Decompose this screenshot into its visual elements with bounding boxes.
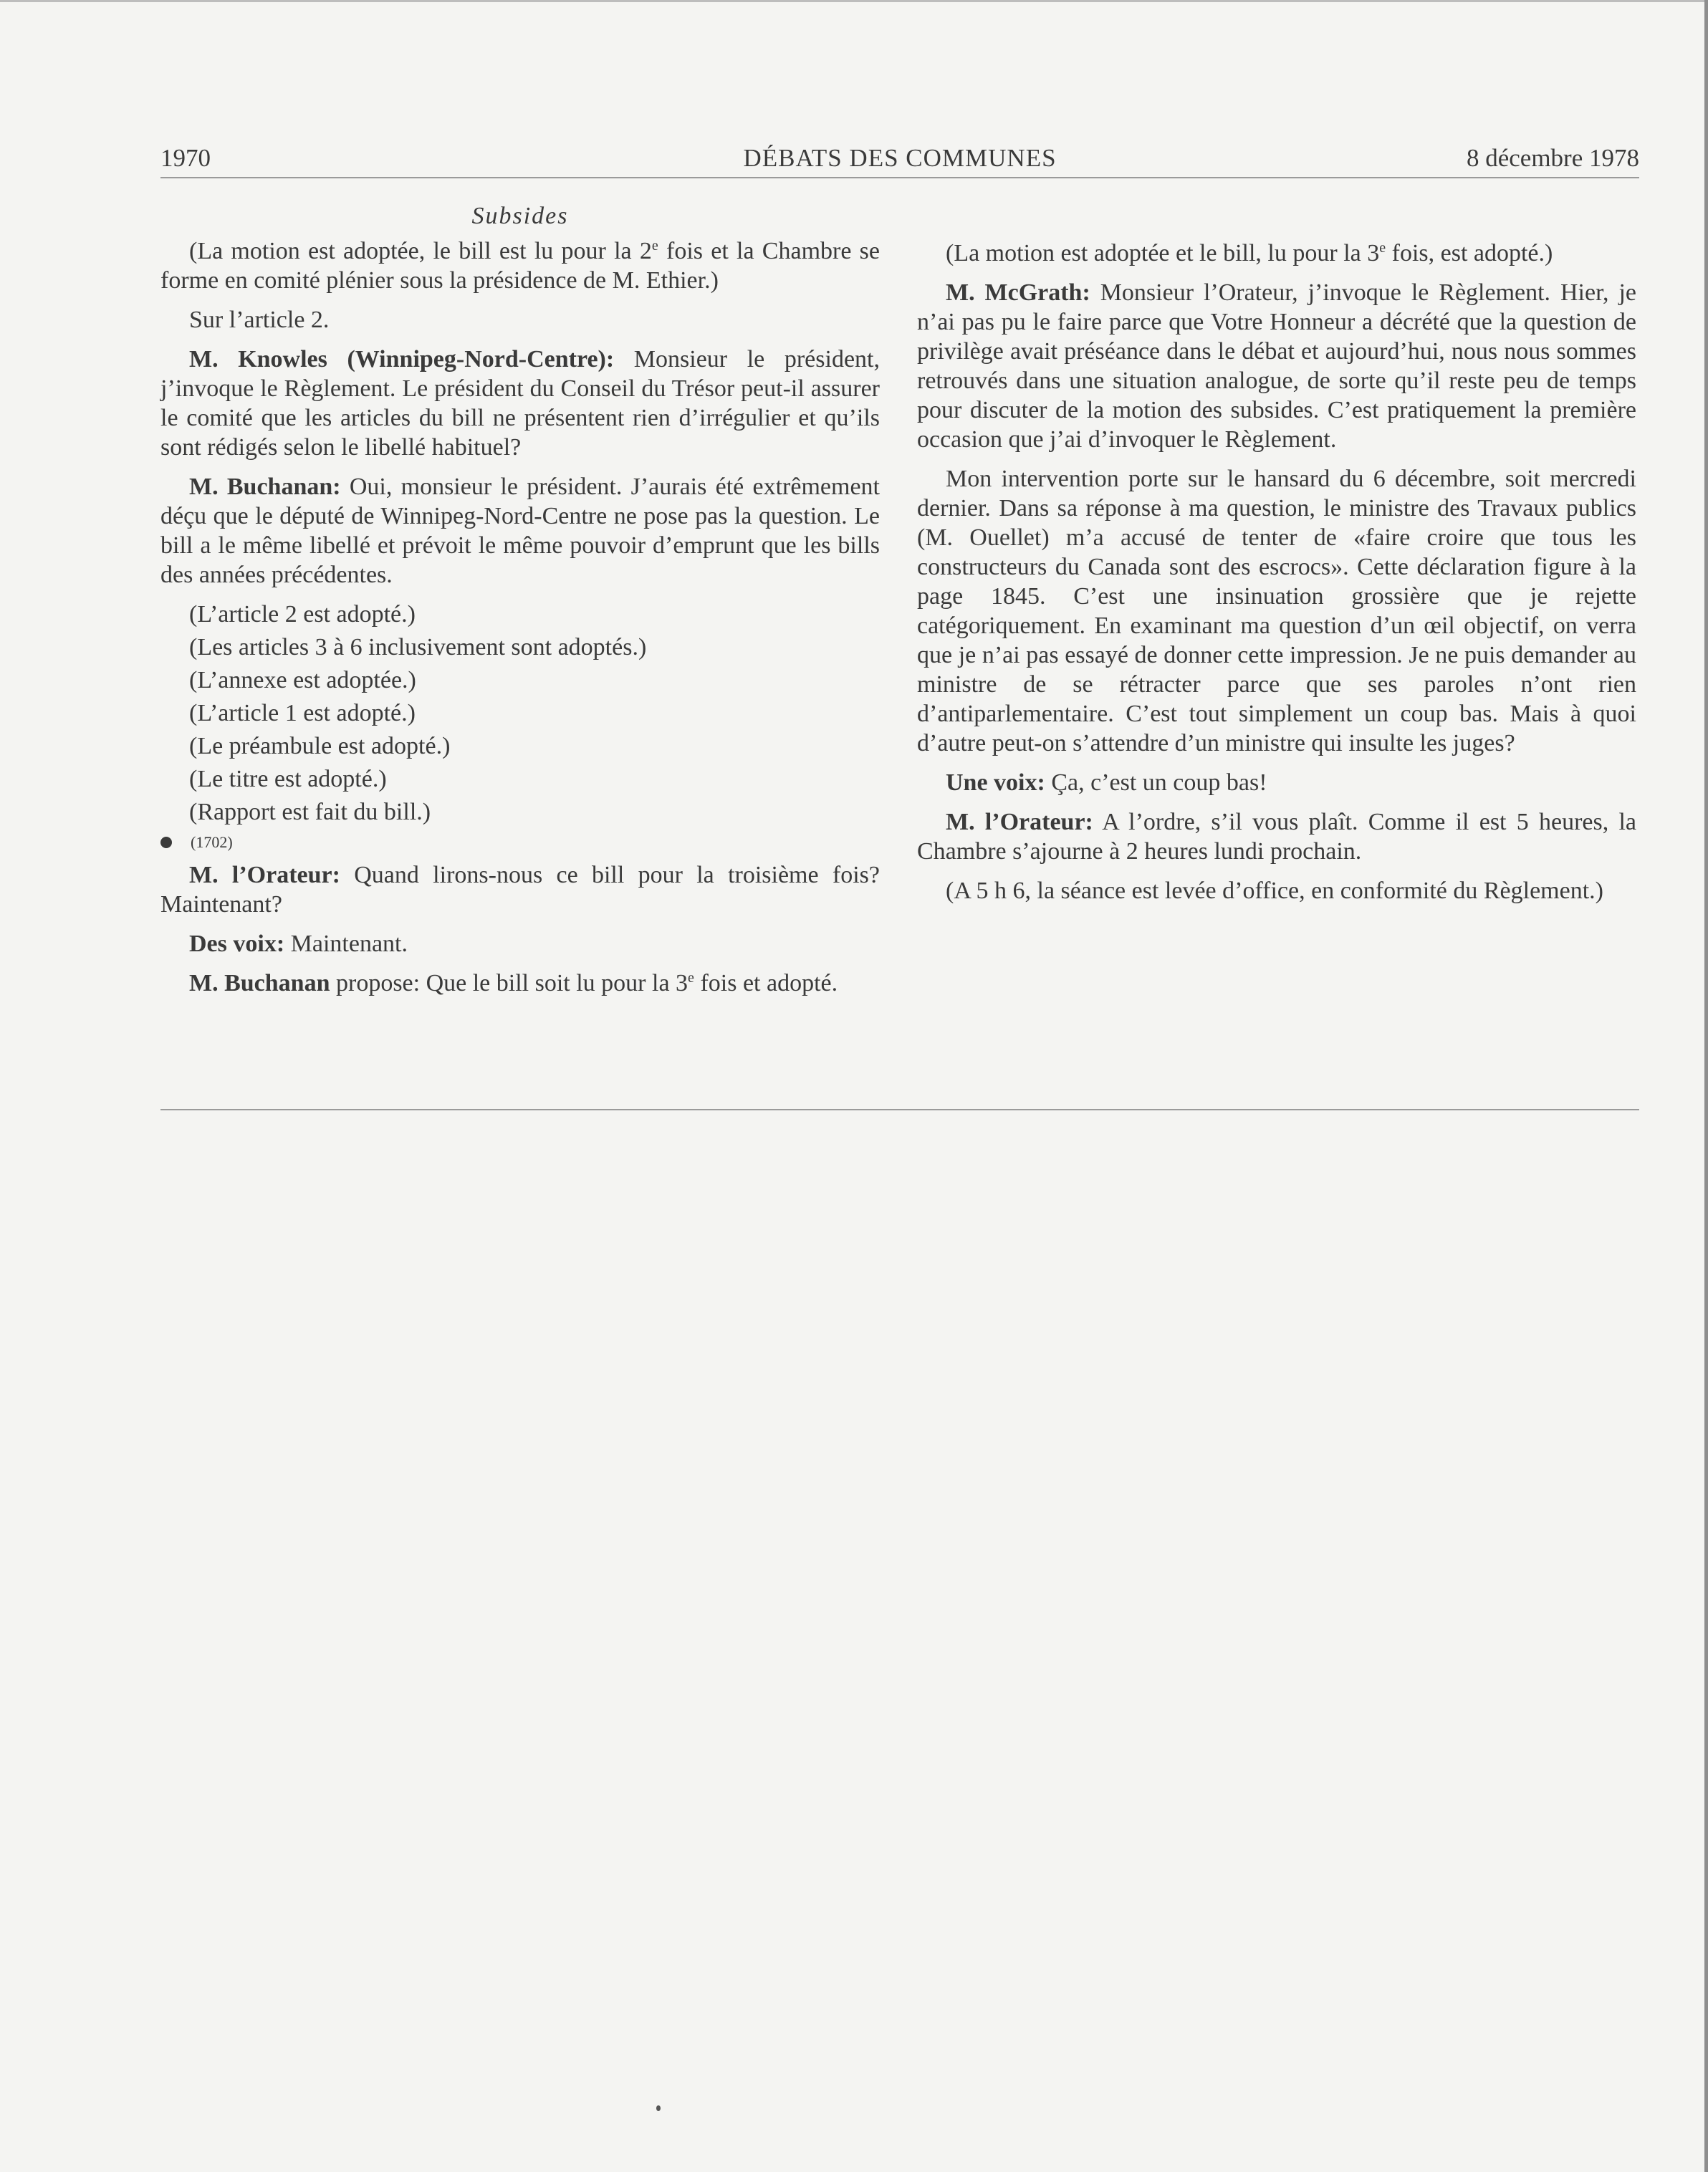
motion-adopted-paragraph [917,239,1636,268]
page-right-edge [1704,0,1708,2172]
speech-mcgrath [917,278,1636,454]
speaker-name: M. Knowles (Winnipeg-Nord-Centre): [189,346,615,373]
article-paragraph [160,305,880,335]
speech-buchanan [160,472,880,590]
header-rule [160,177,1639,178]
superscript: e [1379,240,1386,256]
footer-rule [160,1109,1639,1110]
adoption-line: (L’article 1 est adopté.) [189,700,416,726]
publication-date: 8 décembre 1978 [1466,144,1639,172]
speech-text: Maintenant. [284,931,408,957]
adoption-line: (Le préambule est adopté.) [189,733,451,759]
adjournment-paragraph [917,876,1636,905]
speaker-name: M. Buchanan: [189,474,341,500]
speech-text: Monsieur le président, j’invoque le Règlement. Le président du Conseil du Trésor peut-il assurer le comité que les articles du bill ne présentent rien d’irrégulier et qu’ils sont rédigés selon le libellé habituel? [160,346,880,461]
speech-text: fois et adopté. [694,970,838,996]
speech-text: Oui, monsieur le président. J’aurais été extrêmement déçu que le député de Winnipeg-Nord-Centre ne pose pas la question. Le bill a le même libellé et prévoit le même pouvoir d’emprunt que les bills des années précédentes. [160,474,880,588]
paragraph-text: (A 5 h 6, la séance est levée d’office, en conformité du Règlement.) [946,878,1603,904]
adoption-line: (Rapport est fait du bill.) [189,799,431,825]
speech-text: Quand lirons-nous ce bill pour la troisième fois? Maintenant? [160,862,880,918]
speaker-name: M. l’Orateur: [946,809,1093,835]
speaker-name: M. l’Orateur: [189,862,340,888]
speaker-name: M. McGrath: [946,279,1090,306]
section-title: Subsides [471,203,569,229]
speech-orateur [917,807,1636,866]
speech-buchanan-motion [160,969,880,998]
speaker-name: Une voix: [946,769,1045,796]
paragraph-text: Mon intervention porte sur le hansard du 6 décembre, soit mercredi dernier. Dans sa réponse à ma question, le ministre des Travaux publics (M. Ouellet) m’a accusé de tenter de «faire croire que tous les constructeurs du Canada sont des escrocs». Cette déclaration figure à la page 1845. C’est une insinuation grossière que je rejette catégoriquement. En examinant ma question d’un œil objectif, on verra que je n’ai pas essayé de donner cette impression. Je ne puis demander au ministre de se rétracter parce que ses paroles n’ont rien d’antiparlementaire. C’est tout simplement un coup bas. Mais à quoi d’autre peut-on s’attendre d’un ministre qui insulte les juges? [917,466,1636,756]
publication-title: DÉBATS DES COMMUNES [743,144,1057,172]
page-number: 1970 [160,144,211,172]
speech-mcgrath-continued [917,464,1636,758]
speech-text: propose: Que le bill soit lu pour la 3 [330,970,689,996]
paragraph-text: (La motion est adoptée et le bill, lu pour la 3 [946,240,1380,266]
running-head [160,140,1639,176]
adoption-line: (L’annexe est adoptée.) [189,667,416,693]
motion-adopted-paragraph [160,236,880,295]
speech-knowles [160,345,880,462]
speech-text: Ça, c’est un coup bas! [1045,769,1267,796]
right-column [917,239,1636,916]
time-marker-text: (1702) [191,833,233,851]
bullet-icon [160,837,172,848]
superscript: e [688,970,694,986]
left-column [160,236,880,1008]
adoption-line: (Les articles 3 à 6 inclusivement sont adoptés.) [189,634,647,660]
page-speck [656,2105,661,2111]
page-top-edge [0,0,1708,2]
paragraph-text: (La motion est adoptée, le bill est lu pour la 2 [189,238,652,264]
speaker-name: Des voix: [189,931,285,957]
speech-des-voix [160,929,880,958]
superscript: e [651,238,658,254]
time-marker [160,830,880,855]
paragraph-text: fois, est adopté.) [1386,240,1553,266]
speech-une-voix [917,768,1636,797]
speaker-name: M. Buchanan [189,970,330,996]
paragraph-text: Sur l’article 2. [189,307,330,333]
adoption-line: (Le titre est adopté.) [189,766,387,792]
adoption-line: (L’article 2 est adopté.) [189,601,416,628]
speech-text: A l’ordre, s’il vous plaît. Comme il est 5 heures, la Chambre s’ajourne à 2 heures lundi prochain. [917,809,1636,865]
speech-orateur [160,860,880,919]
paragraph-text: fois et la Chambre se forme en comité plénier sous la présidence de M. Ethier.) [160,238,880,294]
speech-text: Monsieur l’Orateur, j’invoque le Règlement. Hier, je n’ai pas pu le faire parce que Votre Honneur a décrété que la question de privilège avait préséance dans le débat et aujourd’hui, nous nous sommes retrouvés dans une situation analogue, de sorte qu’il reste peu de temps pour discuter de la motion des subsides. C’est pratiquement la première occasion que j’ai d’invoquer le Règlement. [917,279,1636,453]
